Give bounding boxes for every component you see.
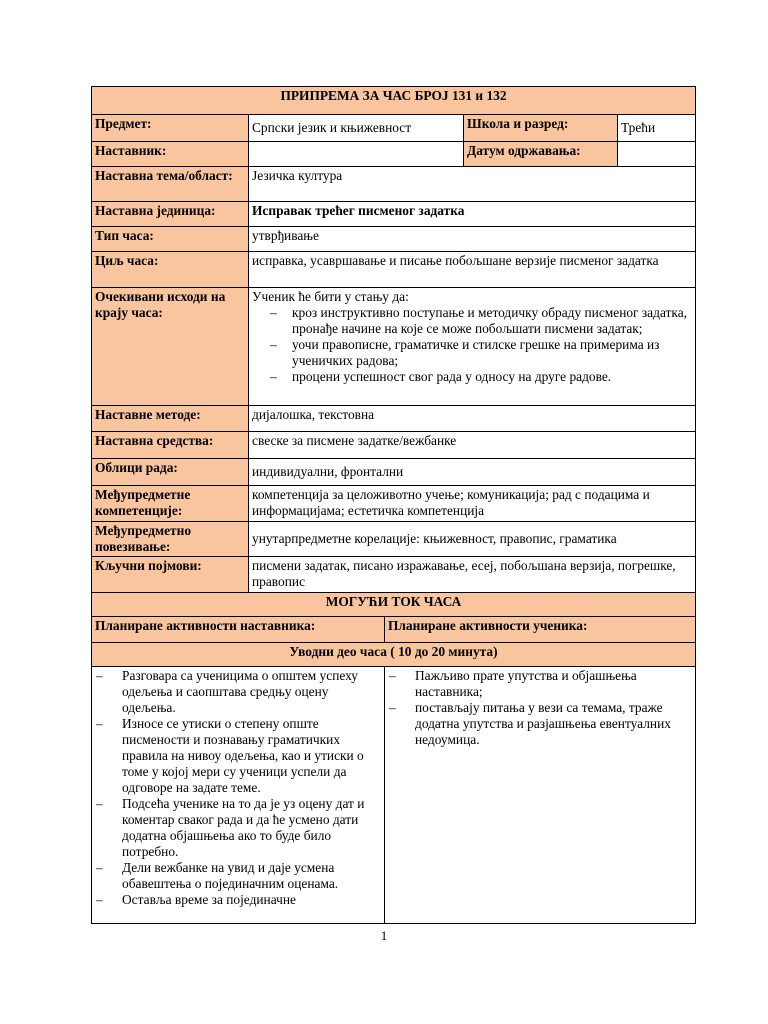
competences-row xyxy=(92,486,696,522)
title-row xyxy=(92,87,696,115)
school-value: Трећи xyxy=(618,115,696,142)
outcomes-value xyxy=(249,288,696,406)
document-title: ПРИПРЕМА ЗА ЧАС БРОЈ 131 и 132 xyxy=(92,87,696,115)
subject-label: Предмет: xyxy=(92,115,249,142)
list-item: – Оставља време за појединачне xyxy=(92,892,381,908)
date-value xyxy=(618,142,696,167)
goal-value: исправка, усавршавање и писање побољшане верзије писменог задатка xyxy=(249,252,696,288)
intro-section-header: Уводни део часа ( 10 до 20 минута) xyxy=(92,643,696,667)
means-value: свеске за писмене задатке/вежбанке xyxy=(249,432,696,459)
correlation-row xyxy=(92,522,696,557)
unit-label: Наставна јединица: xyxy=(92,202,249,227)
methods-value: дијалошка, текстовна xyxy=(249,406,696,432)
list-item: – Подсећа ученике на то да је уз оцену дат и коментар сваког рада и да ће усмено дати додатна објашњења ако то буде било потребно. xyxy=(92,796,381,860)
topic-value: Језичка култура xyxy=(249,167,696,202)
page-number: 1 xyxy=(380,928,388,943)
means-row xyxy=(92,432,696,459)
forms-label: Облици рада: xyxy=(92,459,249,486)
competences-label: Међупредметне компетенције: xyxy=(92,486,249,522)
student-activities-header: Планиране активности ученика: xyxy=(385,617,696,643)
flow-header: МОГУЋИ ТОК ЧАСА xyxy=(92,593,696,617)
list-item: – процени успешност свог рада у односу на друге радове. xyxy=(252,369,692,385)
list-item: – Разговара са ученицима о општем успеху одељења и саопштава средњу оцену одељења. xyxy=(92,668,381,716)
teacher-value xyxy=(249,142,464,167)
subject-row xyxy=(92,115,696,142)
school-label: Школа и разред: xyxy=(464,115,618,142)
outcomes-intro: Ученик ће бити у стању да: xyxy=(252,289,409,304)
type-label: Тип часа: xyxy=(92,227,249,252)
methods-label: Наставне методе: xyxy=(92,406,249,432)
list-item: – Износе се утиски о степену опште писмености и познавању граматичких правила на нивоу одељења, као и утиски о томе у којој мери су ученици успели да одговоре на задате теме. xyxy=(92,716,381,796)
forms-row xyxy=(92,459,696,486)
correlation-label: Међупредметно повезивање: xyxy=(92,522,249,557)
methods-row xyxy=(92,406,696,432)
teacher-activities-list xyxy=(92,668,381,908)
means-label: Наставна средства: xyxy=(92,432,249,459)
columns-row xyxy=(92,617,696,643)
student-activities-list xyxy=(385,668,692,748)
outcomes-list xyxy=(252,305,692,385)
topic-row xyxy=(92,167,696,202)
type-value: утврђивање xyxy=(249,227,696,252)
list-item: – уочи правописне, граматичке и стилске грешке на примерима из ученичких радова; xyxy=(252,337,692,369)
teacher-label: Наставник: xyxy=(92,142,249,167)
outcomes-row xyxy=(92,288,696,406)
correlation-value: унутарпредметне корелације: књижевност, правопис, граматика xyxy=(249,522,696,557)
flow-header-row xyxy=(92,593,696,617)
keywords-label: Кључни појмови: xyxy=(92,557,249,593)
goal-row xyxy=(92,252,696,288)
competences-value: компетенција за целоживотно учење; комуникација; рад с подацима и информацијама; естетичка компетенција xyxy=(249,486,696,522)
subject-value: Српски језик и књижевност xyxy=(249,115,464,142)
intro-row xyxy=(92,643,696,667)
date-label: Датум одржавања: xyxy=(464,142,618,167)
teacher-row xyxy=(92,142,696,167)
list-item: – Дели вежбанке на увид и даје усмена обавештења о појединачним оценама. xyxy=(92,860,381,892)
keywords-row xyxy=(92,557,696,593)
activities-row xyxy=(92,667,696,924)
unit-row xyxy=(92,202,696,227)
teacher-activities-header: Планиране активности наставника: xyxy=(92,617,385,643)
type-row xyxy=(92,227,696,252)
forms-value: индивидуални, фронтални xyxy=(249,459,696,486)
list-item: – Пажљиво прате упутства и објашњења наставника; xyxy=(385,668,692,700)
keywords-value: писмени задатак, писано изражавање, есеј, побољшана верзија, погрешке, правопис xyxy=(249,557,696,593)
student-activities xyxy=(385,667,696,924)
list-item: – кроз инструктивно поступање и методичку обраду писменог задатка, пронађе начине на које се може побољшати писмени задатак; xyxy=(252,305,692,337)
teacher-activities xyxy=(92,667,385,924)
topic-label: Наставна тема/област: xyxy=(92,167,249,202)
lesson-plan-table xyxy=(91,86,696,924)
goal-label: Циљ часа: xyxy=(92,252,249,288)
outcomes-label: Очекивани исходи на крају часа: xyxy=(92,288,249,406)
list-item: – постављају питања у вези са темама, траже додатна упутства и разјашњења евентуалних недоумица. xyxy=(385,700,692,748)
unit-value: Исправак трећег писменог задатка xyxy=(249,202,696,227)
